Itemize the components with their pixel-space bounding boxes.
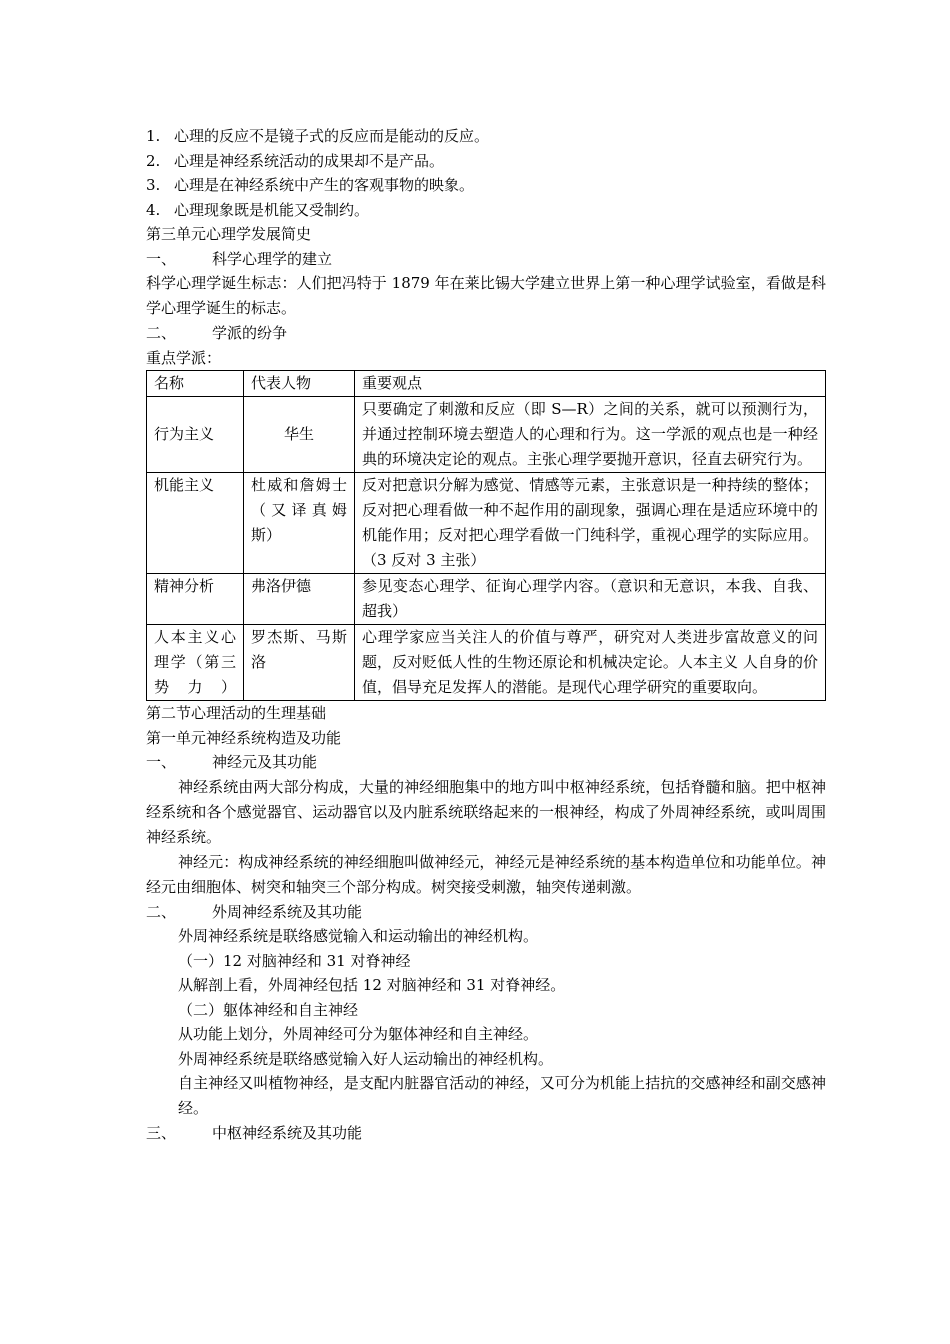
section-heading <box>146 900 826 925</box>
school-name: 行为主义 <box>147 397 244 473</box>
table-header: 名称 <box>147 371 244 397</box>
paragraph: 神经系统由两大部分构成，大量的神经细胞集中的地方叫中枢神经系统，包括脊髓和脑。把中枢神经系统和各个感觉器官、运动器官以及内脏系统联络起来的一根神经，构成了外周神经系统，或叫周围神经系统。 <box>146 777 826 846</box>
table-row <box>147 574 826 625</box>
subheading: （一）12 对脑神经和 31 对脊神经 <box>178 951 411 970</box>
table-caption: 重点学派： <box>146 348 222 367</box>
list-text: 心理现象既是机能又受制约。 <box>174 200 370 219</box>
section-heading <box>146 1121 826 1146</box>
list-item <box>146 198 826 223</box>
list-text: 心理是在神经系统中产生的客观事物的映象。 <box>174 176 475 194</box>
paragraph: 科学心理学诞生标志：人们把冯特于 1879 年在莱比锡大学建立世界上第一种心理学试验室，看做是科学心理学诞生的标志。 <box>146 274 826 317</box>
heading-number: 二、 <box>146 902 177 921</box>
table-row <box>147 625 826 701</box>
paragraph: 从功能上划分，外周神经可分为躯体神经和自主神经。 <box>178 1025 539 1043</box>
paragraph: 从解剖上看，外周神经包括 12 对脑神经和 31 对脊神经。 <box>178 976 566 994</box>
table-header-row <box>147 371 826 397</box>
list-text: 心理是神经系统活动的成果却不是产品。 <box>174 151 445 170</box>
heading-text: 神经元及其功能 <box>212 753 318 771</box>
list-text: 心理的反应不是镜子式的反应而是能动的反应。 <box>174 127 490 145</box>
school-rep: 罗杰斯、马斯洛 <box>244 625 355 701</box>
school-view: 反对把意识分解为感觉、情感等元素，主张意识是一种持续的整体；反对把心理看做一种不起作用的副现象，强调心理在是适应环境中的机能作用；反对把心理学看做一门纯科学，重视心理学的实际应用。（3 反对 3 主张） <box>355 473 826 574</box>
school-view: 参见变态心理学、征询心理学内容。（意识和无意识，本我、自我、超我） <box>355 574 826 625</box>
list-item <box>146 149 826 174</box>
school-view: 只要确定了刺激和反应（即 S—R）之间的关系，就可以预测行为，并通过控制环境去塑造人的心理和行为。这一学派的观点也是一种经典的环境决定论的观点。主张心理学要抛开意识，径直去研究行为。 <box>355 397 826 473</box>
heading-text: 中枢神经系统及其功能 <box>212 1124 363 1142</box>
document-page <box>146 124 826 1146</box>
unit-title: 第三单元心理学发展简史 <box>146 225 312 243</box>
heading-number: 一、 <box>146 753 177 771</box>
heading-text: 外周神经系统及其功能 <box>212 902 363 921</box>
list-item <box>146 124 826 149</box>
section-title: 第二节心理活动的生理基础 <box>146 704 327 722</box>
section-heading <box>146 321 826 346</box>
school-name: 机能主义 <box>147 473 244 574</box>
paragraph: 外周神经系统是联络感觉输入和运动输出的神经机构。 <box>178 927 539 945</box>
list-number: 1. <box>146 127 161 145</box>
heading-text: 学派的纷争 <box>212 324 288 342</box>
heading-number: 二、 <box>146 324 177 342</box>
list-number: 4. <box>146 200 161 219</box>
paragraph: 外周神经系统是联络感觉输入好人运动输出的神经机构。 <box>178 1049 554 1068</box>
schools-table <box>146 370 826 701</box>
table-row <box>147 473 826 574</box>
list-item <box>146 173 826 198</box>
list-number: 2. <box>146 151 161 170</box>
table-header: 重要观点 <box>355 371 826 397</box>
heading-number: 三、 <box>146 1124 177 1142</box>
school-rep: 杜威和詹姆士（又译真姆斯） <box>244 473 355 574</box>
list-number: 3. <box>146 176 161 194</box>
school-name: 人本主义心理学（第三势力） <box>147 625 244 701</box>
heading-text: 科学心理学的建立 <box>212 249 333 268</box>
school-view: 心理学家应当关注人的价值与尊严，研究对人类进步富故意义的问题，反对贬低人性的生物还原论和机械决定论。人本主义 人自身的价值，倡导充足发挥人的潜能。是现代心理学研究的重要取向。 <box>355 625 826 701</box>
section-heading <box>146 247 826 272</box>
table-header: 代表人物 <box>244 371 355 397</box>
paragraph: 神经元：构成神经系统的神经细胞叫做神经元，神经元是神经系统的基本构造单位和功能单位。神经元由细胞体、树突和轴突三个部分构成。树突接受刺激，轴突传递刺激。 <box>146 852 826 896</box>
paragraph: 自主神经又叫植物神经，是支配内脏器官活动的神经，又可分为机能上拮抗的交感神经和副交感神经。 <box>178 1074 826 1117</box>
school-name: 精神分析 <box>147 574 244 625</box>
subheading: （二）躯体神经和自主神经 <box>178 1000 359 1019</box>
section-heading <box>146 750 826 775</box>
unit-title: 第一单元神经系统构造及功能 <box>146 728 342 747</box>
school-rep: 华生 <box>244 397 355 473</box>
table-row <box>147 397 826 473</box>
heading-number: 一、 <box>146 249 177 268</box>
school-rep: 弗洛伊德 <box>244 574 355 625</box>
